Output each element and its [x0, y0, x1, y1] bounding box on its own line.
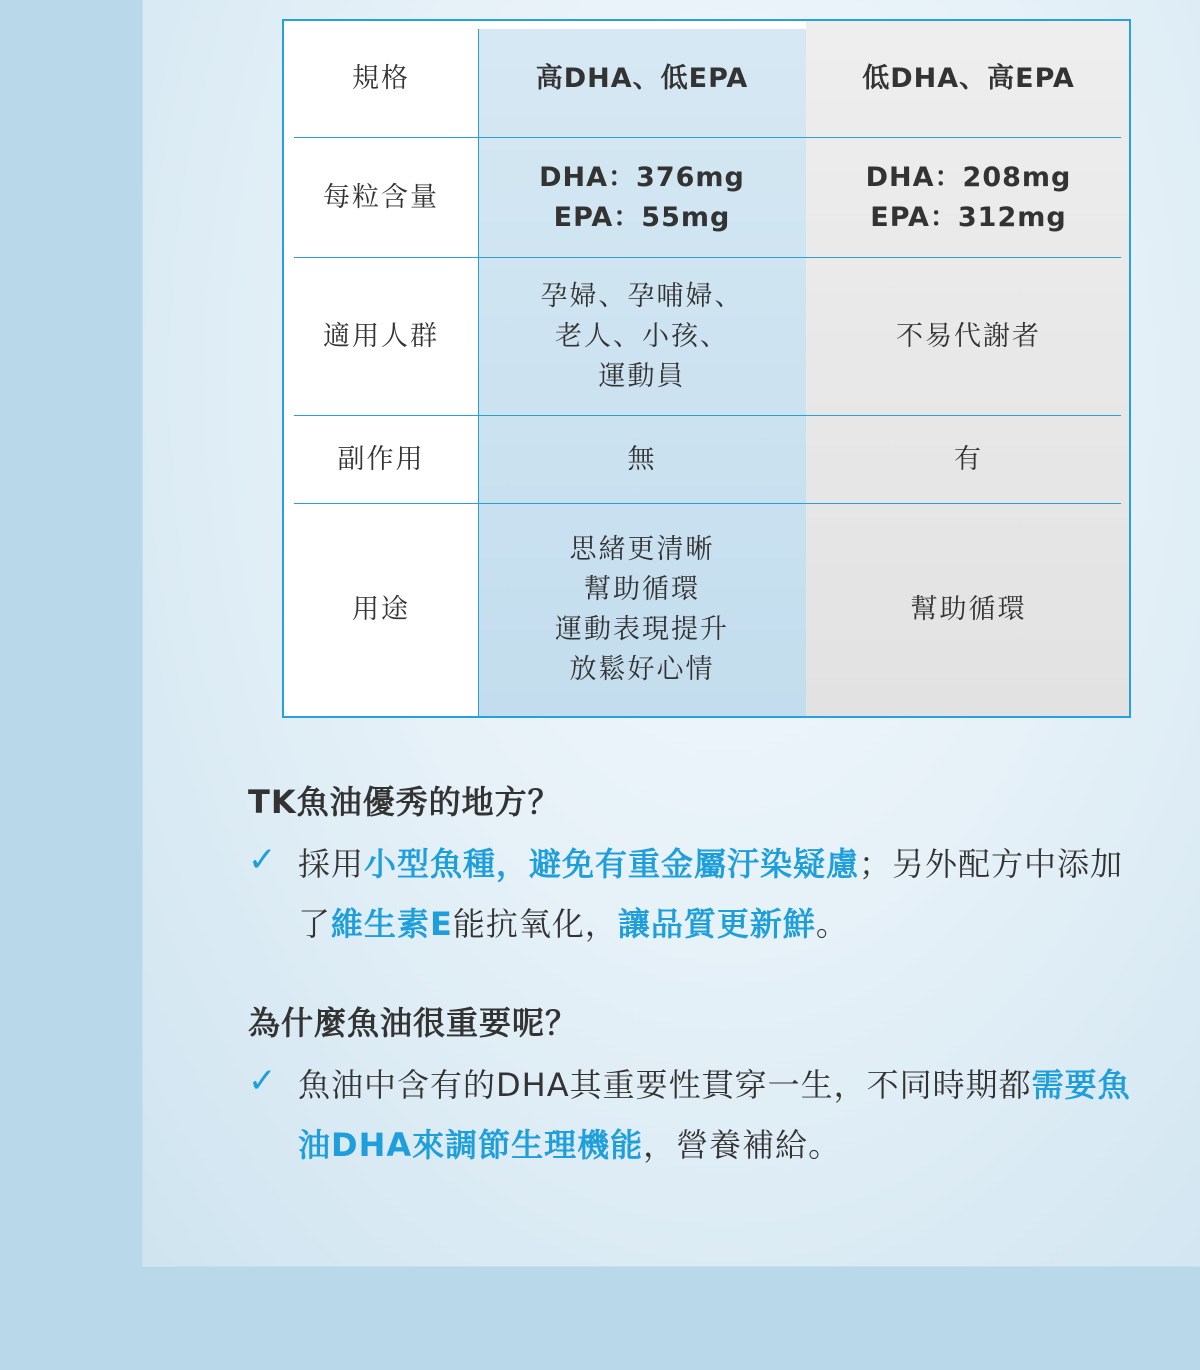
- row-label-side-effect: 副作用: [337, 443, 425, 475]
- text-segment: 採用: [298, 845, 365, 883]
- text-segment: 。: [815, 905, 849, 943]
- row-label-spec: 規格: [352, 63, 410, 94]
- header-low-dha: 低DHA、高EPA: [862, 63, 1075, 94]
- check-icon: ✓: [248, 1061, 277, 1101]
- audience-low-dha: 不易代謝者: [896, 320, 1041, 352]
- header-high-dha: 高DHA、低EPA: [535, 63, 749, 94]
- text-segment: ，營養補給。: [643, 1126, 842, 1164]
- audience-high-dha: 孕婦、孕哺婦、 老人、小孩、 運動員: [540, 280, 744, 392]
- check-icon: ✓: [248, 840, 277, 880]
- importance-text: [298, 1055, 1148, 1175]
- highlight-text: 需要魚油DHA來調節生理機能: [298, 1066, 1131, 1164]
- advantages-text: [298, 834, 1148, 954]
- highlight-text: 維生素E: [331, 905, 453, 943]
- highlight-text: 讓品質更新鮮: [617, 905, 816, 943]
- side-effect-low-dha: 有: [954, 443, 983, 475]
- highlight-text: 小型魚種，避免有重金屬汙染疑慮: [364, 845, 860, 883]
- content-high-dha: DHA：376mg EPA：55mg: [539, 161, 745, 233]
- side-effect-high-dha: 無: [627, 443, 657, 475]
- importance-section: [248, 1003, 1148, 1183]
- advantages-title: TK魚油優秀的地方？: [248, 783, 561, 821]
- text-segment: ；另外配方中添加了: [298, 845, 1124, 943]
- content-low-dha: DHA：208mg EPA：312mg: [865, 161, 1072, 233]
- comparison-table: [282, 19, 1131, 718]
- row-label-audience: 適用人群: [323, 320, 439, 352]
- row-label-content: 每粒含量: [323, 181, 439, 213]
- usage-low-dha: 幫助循環: [910, 594, 1027, 625]
- importance-title: 為什麼魚油很重要呢？: [248, 1004, 579, 1042]
- text-segment: 魚油中含有的DHA其重要性貫穿一生，不同時期都: [298, 1066, 1032, 1104]
- usage-high-dha: 思緒更清晰 幫助循環 運動表現提升 放鬆好心情: [555, 534, 729, 685]
- advantages-section: [248, 782, 1148, 962]
- row-label-usage: 用途: [352, 594, 410, 625]
- text-segment: 能抗氧化，: [452, 905, 618, 943]
